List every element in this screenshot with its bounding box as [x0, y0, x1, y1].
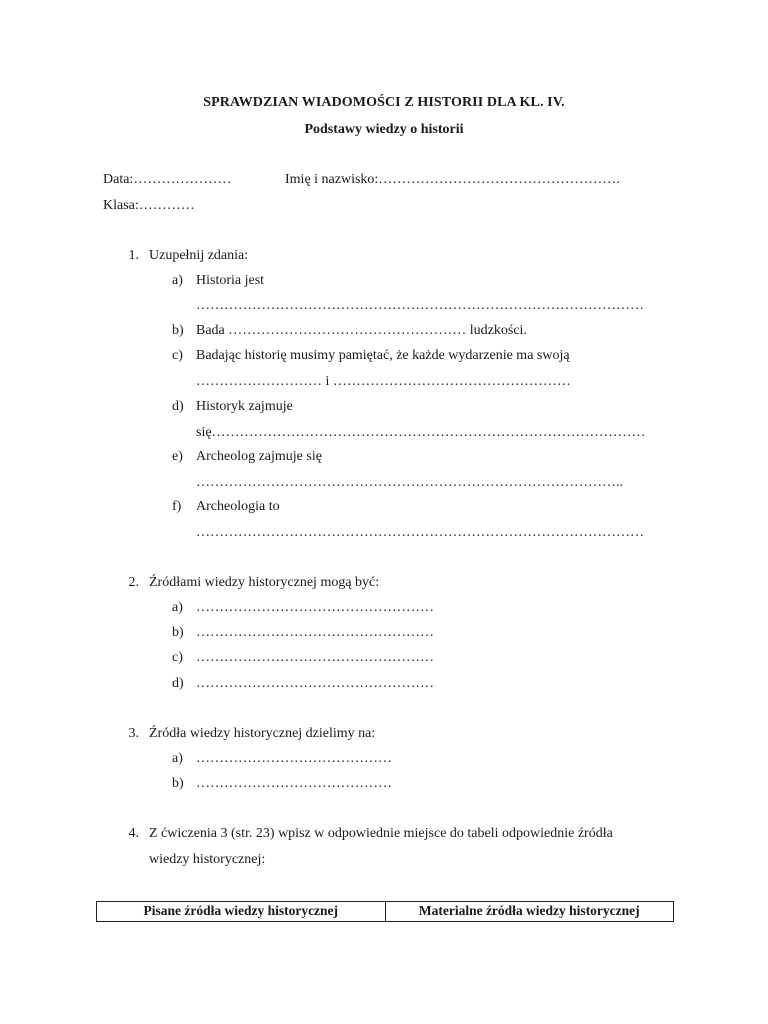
q1-item-f-answer-line: …………………………………………………………………………………… — [196, 525, 644, 540]
question-1-prompt: Uzupełnij zdania: — [149, 248, 249, 263]
q1-item-d-text: Historyk zajmuje — [196, 399, 293, 414]
q1-item-b-label: b) — [172, 323, 184, 338]
q1-item-e-answer-line: ……………………………………………………………………………….. — [196, 475, 623, 490]
q1-item-b-text: Bada …………………………………………… ludzkości. — [196, 323, 527, 338]
q1-item-c-label: c) — [172, 348, 183, 363]
q1-item-a-text: Historia jest — [196, 273, 265, 288]
sources-table — [96, 901, 674, 922]
question-1-number: 1. — [128, 248, 139, 263]
table-header-material-sources: Materialne źródła wiedzy historycznej — [385, 902, 674, 922]
question-4-number: 4. — [128, 826, 139, 841]
q3-item-a-answer-line: …………………………………… — [196, 751, 392, 766]
q3-item-b-answer-line: …………………………………… — [196, 776, 392, 791]
q2-item-b-label: b) — [172, 625, 184, 640]
q2-item-c-answer-line: …………………………………………… — [196, 650, 434, 665]
q1-item-c-answer-line: ……………………… i …………………………………………… — [196, 374, 571, 389]
q2-item-c-label: c) — [172, 650, 183, 665]
q1-item-f-text: Archeologia to — [196, 499, 280, 514]
q3-item-b-label: b) — [172, 776, 184, 791]
date-field: Data:………………… — [103, 172, 232, 187]
q1-item-c-text: Badając historię musimy pamiętać, że każde wydarzenie ma swoją — [196, 348, 570, 363]
q2-item-d-label: d) — [172, 676, 184, 691]
q3-item-a-label: a) — [172, 751, 183, 766]
question-2-number: 2. — [128, 575, 139, 590]
class-field: Klasa:………… — [103, 198, 195, 213]
q2-item-b-answer-line: …………………………………………… — [196, 625, 434, 640]
question-4-prompt-continued: wiedzy historycznej: — [149, 852, 266, 867]
q2-item-a-answer-line: …………………………………………… — [196, 600, 434, 615]
table-header-written-sources: Pisane źródła wiedzy historycznej — [97, 902, 386, 922]
question-3-number: 3. — [128, 726, 139, 741]
q1-item-e-label: e) — [172, 449, 183, 464]
page-subtitle: Podstawy wiedzy o historii — [304, 122, 464, 137]
q2-item-d-answer-line: …………………………………………… — [196, 676, 434, 691]
question-2-prompt: Źródłami wiedzy historycznej mogą być: — [149, 575, 380, 590]
question-3-prompt: Źródła wiedzy historycznej dzielimy na: — [149, 726, 376, 741]
q1-item-d-label: d) — [172, 399, 184, 414]
name-field: Imię i nazwisko:……………………………………………. — [285, 172, 620, 187]
question-4-prompt: Z ćwiczenia 3 (str. 23) wpisz w odpowiednie miejsce do tabeli odpowiednie źródła — [149, 826, 613, 841]
q1-item-a-label: a) — [172, 273, 183, 288]
table-header-row — [97, 902, 674, 922]
q1-item-e-text: Archeolog zajmuje się — [196, 449, 322, 464]
page-title: SPRAWDZIAN WIADOMOŚCI Z HISTORII DLA KL. IV. — [203, 95, 565, 110]
q1-item-f-label: f) — [172, 499, 182, 514]
q1-item-d-answer-line: się………………………………………………………………………………… — [196, 425, 646, 440]
q1-item-a-answer-line: …………………………………………………………………………………… — [196, 298, 644, 313]
q2-item-a-label: a) — [172, 600, 183, 615]
